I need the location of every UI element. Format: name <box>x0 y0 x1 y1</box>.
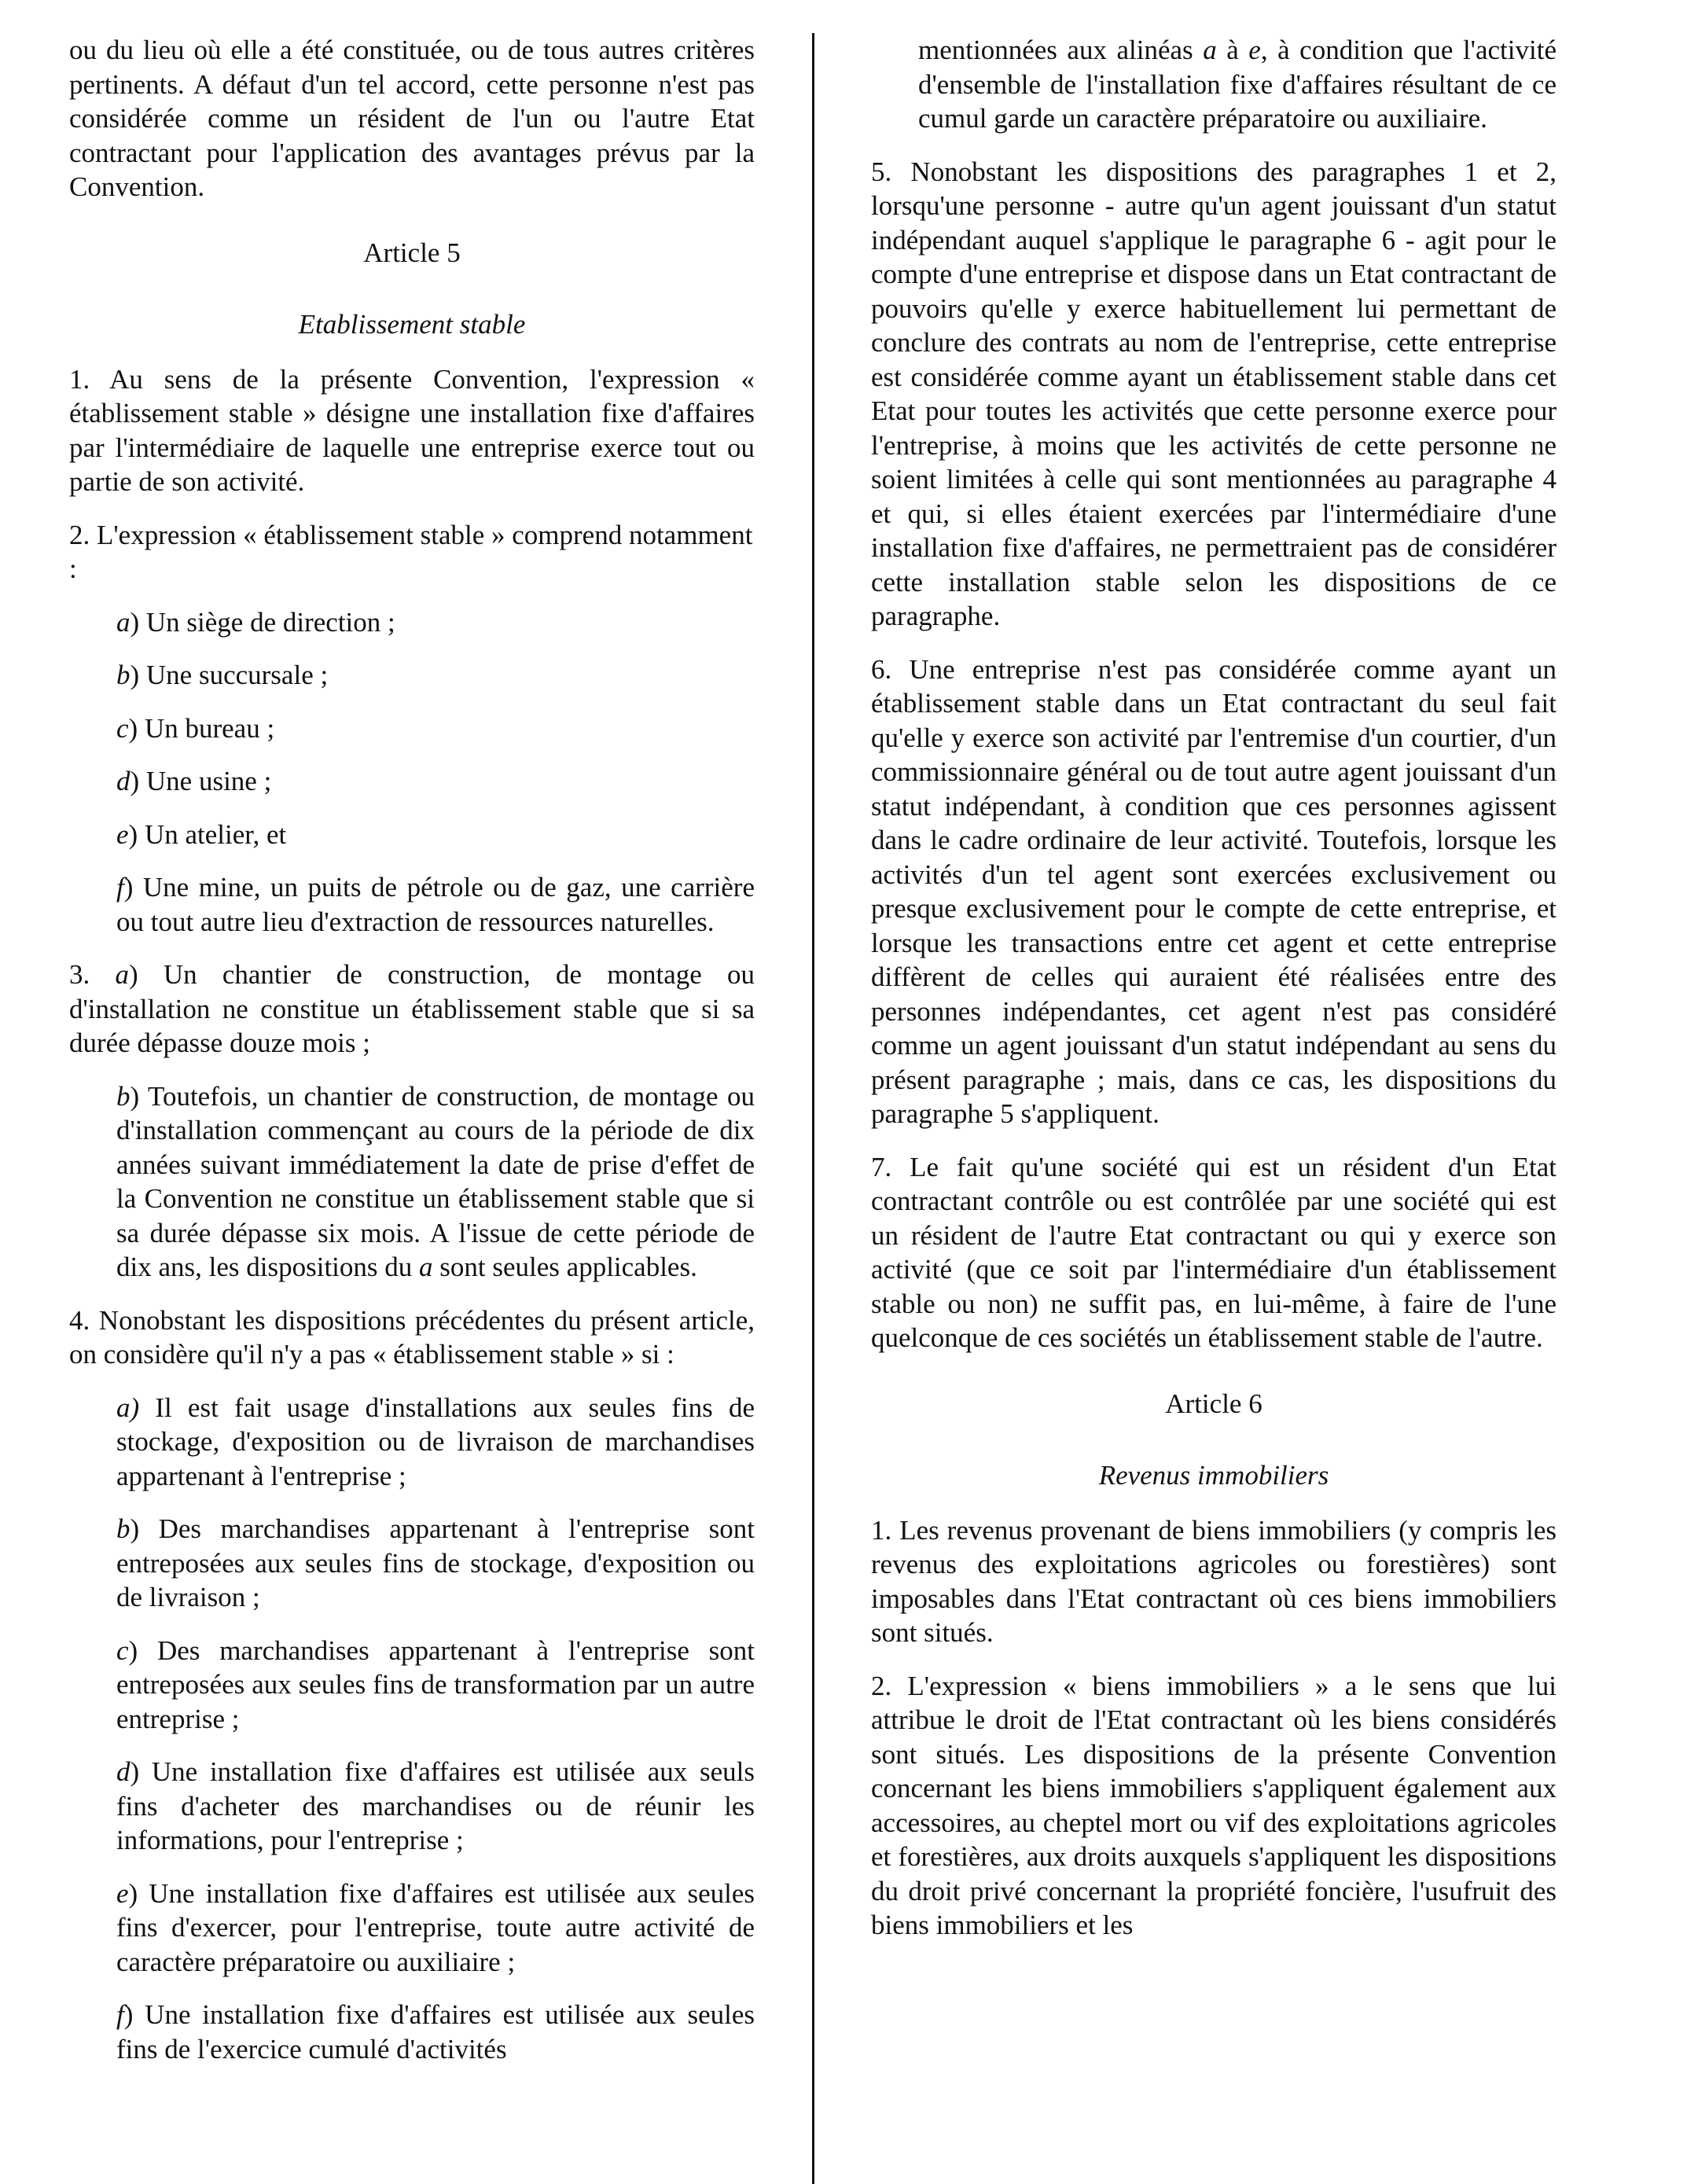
paragraph-5-5: 5. Nonobstant les dispositions des paragraphes 1 et 2, lorsqu'une personne - autre qu'un agent jouissant d'un statut indépendant auquel s'applique le paragraphe 6 - agit pour le compte d'une entreprise et dispose dans un Etat contractant de pouvoirs qu'elle y exerce habituellement lui permettant de conclure des contrats au nom de l'entreprise, cette entreprise est considérée comme ayant un établissement stable dans cet Etat pour toutes les activités que cette personne exerce pour l'entreprise, à moins que les activités de cette personne ne soient limitées à celle qui sont mentionnées au paragraphe 4 et qui, si elles étaient exercées par l'intermédiaire d'une installation fixe d'affaires, ne permettraient pas de considérer cette installation stable selon les dispositions de ce paragraphe. <box>871 156 1556 631</box>
list-item-2f: f) Une mine, un puits de pétrole ou de gaz, une carrière ou tout autre lieu d'extraction de ressources naturelles. <box>116 872 755 937</box>
paragraph-5-3a: 3. a) Un chantier de construction, de montage ou d'installation ne constitue un établissement stable que si sa durée dépasse douze mois ; <box>69 959 755 1058</box>
list-item-2a: a) Un siège de direction ; <box>116 606 395 638</box>
list-item-4b: b) Des marchandises appartenant à l'entreprise sont entreposées aux seules fins de stockage, d'exposition ou de livraison ; <box>116 1513 755 1612</box>
article-5-heading: Etablissement stable <box>298 309 526 340</box>
paragraph-6-1: 1. Les revenus provenant de biens immobiliers (y compris les revenus des exploitations agricoles ou forestières) sont imposables dans l'Etat contractant où ces biens immobiliers sont situés. <box>871 1514 1556 1648</box>
right-column <box>871 33 1556 1962</box>
paragraph-5-2: 2. L'expression « établissement stable » comprend notamment : <box>69 519 753 584</box>
paragraph-5-6: 6. Une entreprise n'est pas considérée comme ayant un établissement stable dans un Etat contractant du seul fait qu'elle y exerce son activité par l'entremise d'un courtier, d'un commissionnaire général ou de tout autre agent jouissant d'un statut indépendant, à condition que ces personnes agissent dans le cadre ordinaire de leur activité. Toutefois, lorsque les activités d'un tel agent sont exercées exclusivement ou presque exclusivement pour le compte de cette entreprise, et lorsque les transactions entre cet agent et cette entreprise diffèrent de celles qui auraient été réalisées entre des personnes indépendantes, cet agent n'est pas considéré comme un agent jouissant d'un statut indépendant au sens du présent paragraphe ; mais, dans ce cas, les dispositions du paragraphe 5 s'appliquent. <box>871 653 1556 1129</box>
article-6-heading: Revenus immobiliers <box>1098 1460 1329 1491</box>
list-item-4f: f) Une installation fixe d'affaires est utilisée aux seules fins de l'exercice cumulé d'activités <box>116 1999 755 2065</box>
paragraph-continuation: ou du lieu où elle a été constituée, ou de tous autres critères pertinents. A défaut d'un tel accord, cette personne n'est pas considérée comme un résident de l'un ou l'autre Etat contractant pour l'application des avantages prévus par la Convention. <box>69 35 755 202</box>
list-item-4c: c) Des marchandises appartenant à l'entreprise sont entreposées aux seules fins de transformation par un autre entreprise ; <box>116 1634 755 1734</box>
paragraph-6-2: 2. L'expression « biens immobiliers » a le sens que lui attribue le droit de l'Etat contractant où les biens considérés sont situés. Les dispositions de la présente Convention concernant les biens immobiliers s'appliquent également aux accessoires, au cheptel mort ou vif des exploitations agricoles et forestières, aux droits auxquels s'appliquent les dispositions du droit privé concernant la propriété foncière, l'usufruit des biens immobiliers et les <box>871 1670 1556 1940</box>
paragraph-5-4: 4. Nonobstant les dispositions précédentes du présent article, on considère qu'il n'y a pas « établissement stable » si : <box>69 1304 755 1370</box>
paragraph-5-7: 7. Le fait qu'une société qui est un résident d'un Etat contractant contrôle ou est contrôlée par une société qui est un résident de l'autre Etat contractant ou qui y exerce son activité (que ce soit par l'intermédiaire d'un établissement stable ou non) ne suffit pas, en lui-même, à faire de l'une quelconque de ces sociétés un établissement stable de l'autre. <box>871 1151 1556 1353</box>
paragraph-5-3b: b) Toutefois, un chantier de construction, de montage ou d'installation commençant au cours de la période de dix années suivant immédiatement la date de prise d'effet de la Convention ne constitue un établissement stable que si sa durée dépasse six mois. A l'issue de cette période de dix ans, les dispositions du a sont seules applicables. <box>116 1080 755 1282</box>
list-item-2c: c) Un bureau ; <box>116 712 275 744</box>
list-item-4f-continuation: mentionnées aux alinéas a à e, à condition que l'activité d'ensemble de l'installation fixe d'affaires résultant de ce cumul garde un caractère préparatoire ou auxiliaire. <box>918 35 1556 134</box>
article-5-title: Article 5 <box>363 237 461 268</box>
list-item-4a: a) Il est fait usage d'installations aux seules fins de stockage, d'exposition ou de livraison de marchandises appartenant à l'entreprise ; <box>116 1392 755 1491</box>
left-column <box>69 33 755 2085</box>
list-item-2e: e) Un atelier, et <box>116 818 287 850</box>
list-item-4e: e) Une installation fixe d'affaires est utilisée aux seules fins d'exercer, pour l'entreprise, toute autre activité de caractère préparatoire ou auxiliaire ; <box>116 1877 755 1977</box>
list-item-4d: d) Une installation fixe d'affaires est utilisée aux seuls fins d'acheter des marchandises ou de réunir les informations, pour l'entreprise ; <box>116 1756 755 1855</box>
list-item-2b: b) Une succursale ; <box>116 660 329 690</box>
column-divider <box>812 33 814 2184</box>
article-6-title: Article 6 <box>1165 1388 1262 1419</box>
paragraph-5-1: 1. Au sens de la présente Convention, l'expression « établissement stable » désigne une installation fixe d'affaires par l'intermédiaire de laquelle une entreprise exerce tout ou partie de son activité. <box>69 363 755 497</box>
list-item-2d: d) Une usine ; <box>116 766 272 796</box>
